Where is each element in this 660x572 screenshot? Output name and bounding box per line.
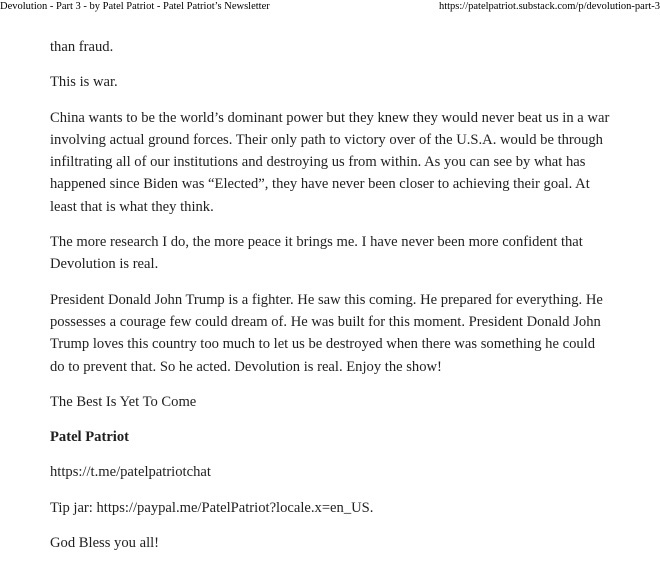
paragraph: The Best Is Yet To Come	[50, 393, 197, 410]
print-header	[0, 0, 660, 14]
article-body	[50, 36, 612, 567]
paragraph: The more research I do, the more peace it brings me. I have never been more confident that Devolution is real.	[50, 234, 583, 273]
paragraph: China wants to be the world’s dominant power but they knew they would never beat us in a war involving actual ground forces. Their only path to victory over of the U.S.A. would be through infiltrating all of our institutions and destroying us from within. As you can see by what has happened since Biden was “Elected”, they have never been closer to achieving their goal. At least that is what they think.	[50, 109, 610, 215]
print-header-title: Devolution - Part 3 - by Patel Patriot - Patel Patriot’s Newsletter	[0, 1, 270, 12]
author-signature: Patel Patriot	[50, 429, 130, 446]
closing-line: God Bless you all!	[50, 535, 160, 552]
telegram-link[interactable]: https://t.me/patelpatriotchat	[50, 464, 211, 481]
paragraph: than fraud.	[50, 39, 114, 55]
paragraph: President Donald John Trump is a fighter. He saw this coming. He prepared for everything. He possesses a courage few could dream of. He was built for this moment. President Donald John Trump loves this country too much to let us be destroyed when there was something he could do to prevent that. So he acted. Devolution is real. Enjoy the show!	[50, 291, 603, 375]
paragraph: This is war.	[50, 74, 118, 91]
tip-jar-link[interactable]: Tip jar: https://paypal.me/PatelPatriot?locale.x=en_US.	[50, 499, 374, 516]
print-header-url: https://patelpatriot.substack.com/p/devolution-part-3	[438, 1, 660, 12]
